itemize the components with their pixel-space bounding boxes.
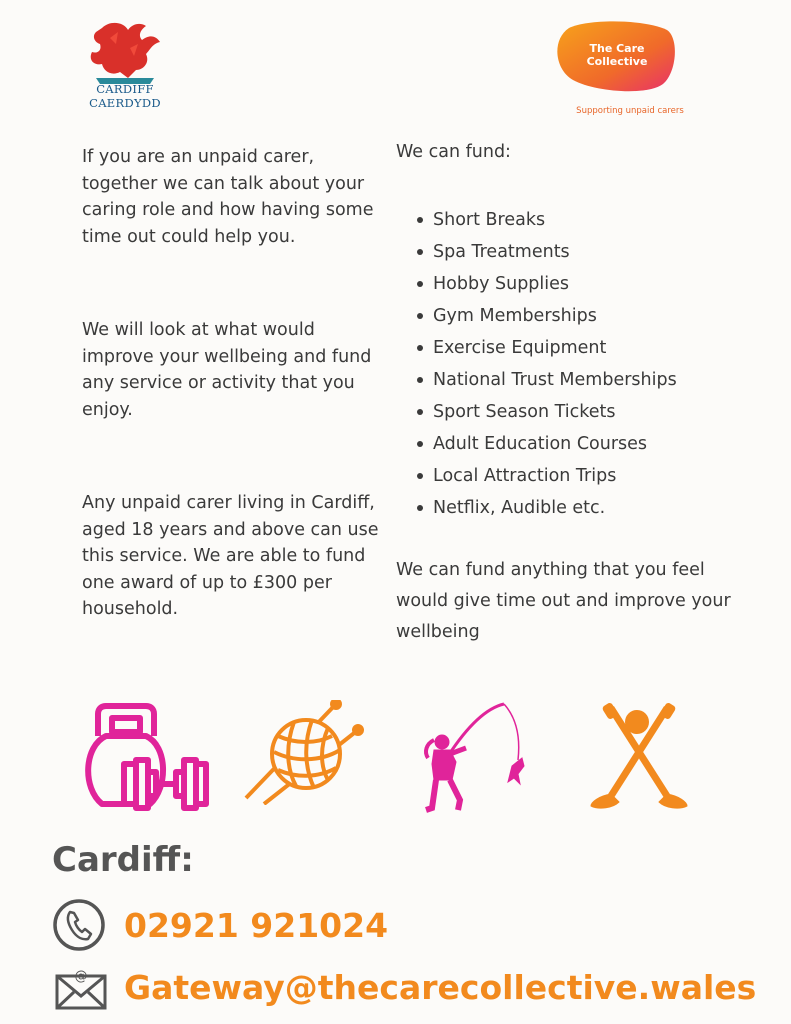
welsh-dragon-icon xyxy=(80,18,170,90)
fund-list xyxy=(396,204,677,524)
list-item: Spa Treatments xyxy=(396,236,677,268)
care-collective-tagline: Supporting unpaid carers xyxy=(576,106,684,116)
list-item: Sport Season Tickets xyxy=(396,396,677,428)
list-item: Gym Memberships xyxy=(396,300,677,332)
location-heading: Cardiff: xyxy=(52,840,194,880)
svg-text:@: @ xyxy=(74,969,88,984)
yarn-knitting-icon xyxy=(240,700,365,805)
care-logo-line2: Collective xyxy=(586,55,648,68)
intro-paragraph: If you are an unpaid carer, together we can talk about your caring role and how having some time out could help you. xyxy=(82,147,374,247)
list-item: Local Attraction Trips xyxy=(396,460,677,492)
list-item: Netflix, Audible etc. xyxy=(396,492,677,524)
list-item: National Trust Memberships xyxy=(396,364,677,396)
cardiff-logo-line2: CAERDYDD xyxy=(89,96,161,110)
fund-heading: We can fund: xyxy=(396,142,511,162)
wellbeing-paragraph: We will look at what would improve your wellbeing and fund any service or activity that you enjoy. xyxy=(82,320,372,420)
kettlebell-dumbbell-icon xyxy=(76,700,216,820)
list-item: Short Breaks xyxy=(396,204,677,236)
email-envelope-icon xyxy=(54,962,108,1016)
phone-number[interactable]: 02921 921024 xyxy=(124,906,389,945)
eligibility-paragraph: Any unpaid carer living in Cardiff, aged 18 years and above can use this service. We are able to fund one award of up to £300 per household. xyxy=(82,493,379,619)
email-address[interactable]: Gateway@thecarecollective.wales xyxy=(124,968,757,1007)
cardiff-council-logo xyxy=(80,18,170,118)
list-item: Hobby Supplies xyxy=(396,268,677,300)
list-item: Exercise Equipment xyxy=(396,332,677,364)
email-row[interactable] xyxy=(52,960,772,1014)
phone-icon xyxy=(52,898,106,952)
care-logo-line1: The Care xyxy=(589,42,645,55)
phone-row[interactable] xyxy=(52,898,752,952)
golf-icon xyxy=(585,700,695,815)
cardiff-logo-line1: CARDIFF xyxy=(96,82,154,96)
care-collective-logo xyxy=(555,18,705,118)
care-collective-name xyxy=(555,42,679,68)
fund-closing-text: We can fund anything that you feel would give time out and improve your wellbeing xyxy=(396,560,731,642)
fishing-icon xyxy=(418,700,528,815)
list-item: Adult Education Courses xyxy=(396,428,677,460)
